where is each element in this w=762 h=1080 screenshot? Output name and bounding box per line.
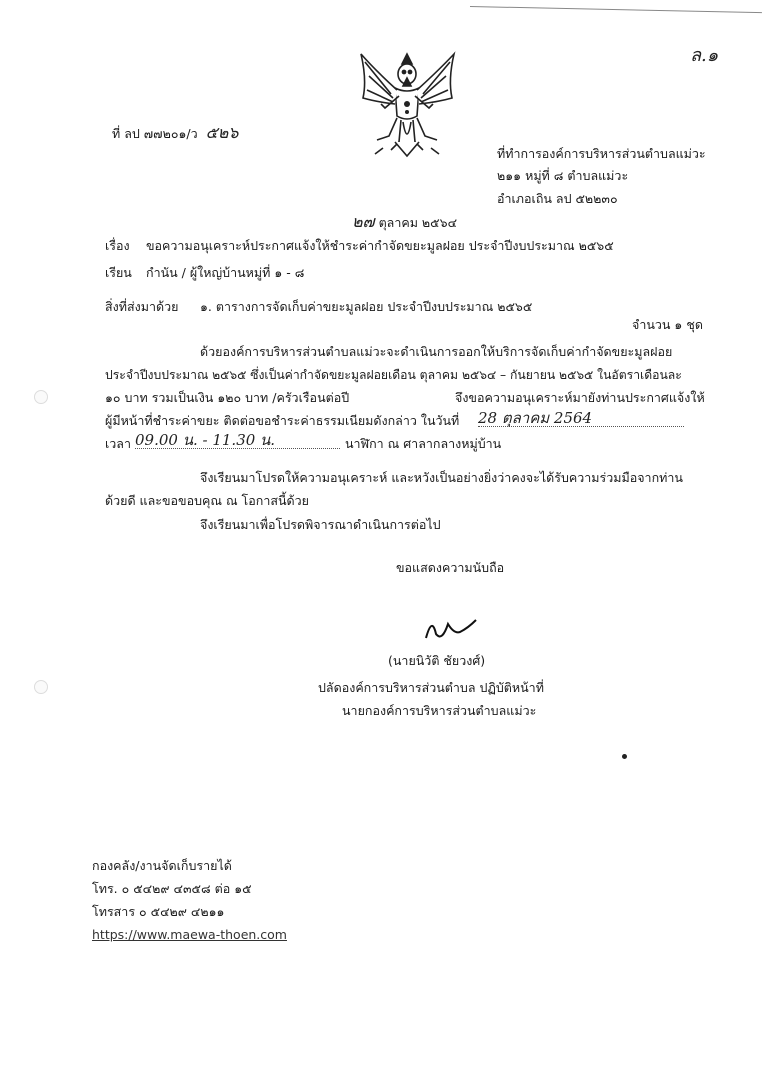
date-month-year: ตุลาคม ๒๕๖๔	[378, 215, 458, 230]
letter-date	[352, 214, 457, 231]
signer-name: (นายนิวัติ ชัยวงศ์)	[388, 653, 486, 668]
body-p1-line4: ผู้มีหน้าที่ชำระค่าขยะ ติดต่อขอชำระค่าธรรมเนียมดังกล่าว ในวันที่	[105, 413, 460, 428]
signer-title1: ปลัดองค์การบริหารส่วนตำบล ปฏิบัติหน้าที่	[318, 680, 544, 695]
sender-address-line2: ๒๑๑ หมู่ที่ ๘ ตำบลแม่วะ	[497, 168, 629, 183]
doc-ref-prefix: ที่ ลป ๗๗๒๐๑/ว	[112, 126, 198, 141]
footer-fax: โทรสาร ๐ ๕๔๒๙ ๔๒๑๑	[92, 904, 225, 919]
payment-date-handwritten: 28 ตุลาคม 2564	[478, 410, 684, 427]
punch-hole-lower	[34, 680, 48, 694]
enclosure-label: สิ่งที่ส่งมาด้วย	[105, 299, 179, 314]
body-p1-line2: ประจำปีงบประมาณ ๒๕๖๕ ซึ่งเป็นค่ากำจัดขยะมูลฝอยเดือน ตุลาคม ๒๕๖๔ – กันยายน ๒๕๖๕ ในอัตราเดือนละ	[105, 368, 682, 382]
enclosure-text: ๑. ตารางการจัดเก็บค่าขยะมูลฝอย ประจำปีงบประมาณ ๒๕๖๕	[200, 299, 533, 314]
recipient-text: กำนัน / ผู้ใหญ่บ้านหมู่ที่ ๑ - ๘	[146, 265, 305, 280]
footer-department: กองคลัง/งานจัดเก็บรายได้	[92, 858, 232, 873]
body-p1-line1: ด้วยองค์การบริหารส่วนตำบลแม่วะจะดำเนินการออกให้บริการจัดเก็บค่ากำจัดขยะมูลฝอย	[200, 344, 673, 359]
doc-ref-number: ๕๒๖	[205, 123, 239, 142]
body-p1-line3a: ๑๐ บาท รวมเป็นเงิน ๑๒๐ บาท /ครัวเรือนต่อปี	[105, 390, 350, 405]
garuda-emblem	[355, 50, 460, 160]
closing-text: ขอแสดงความนับถือ	[396, 560, 505, 575]
body-p1-line5-prefix: เวลา	[105, 436, 131, 451]
punch-hole-upper	[34, 390, 48, 404]
body-p1-line5-suffix: นาฬิกา ณ ศาลากลางหมู่บ้าน	[345, 436, 502, 451]
sender-address-line3: อำเภอเถิน ลป ๕๒๒๓๐	[497, 191, 618, 206]
date-day: ๒๗	[352, 212, 375, 231]
subject-text: ขอความอนุเคราะห์ประกาศแจ้งให้ชำระค่ากำจัดขยะมูลฝอย ประจำปีงบประมาณ ๒๕๖๕	[146, 238, 614, 253]
signer-title2: นายกองค์การบริหารส่วนตำบลแม่วะ	[342, 703, 537, 718]
signature	[420, 608, 480, 644]
footer-telephone: โทร. ๐ ๕๔๒๙ ๔๓๕๘ ต่อ ๑๕	[92, 881, 252, 896]
ink-speck	[622, 754, 627, 759]
body-p1-line3b: จึงขอความอนุเคราะห์มายังท่านประกาศแจ้งให้	[455, 390, 705, 405]
enclosure-qty: จำนวน ๑ ชุด	[632, 317, 703, 332]
body-p2-line2: ด้วยดี และขอขอบคุณ ณ โอกาสนี้ด้วย	[105, 493, 309, 508]
sender-address-line1: ที่ทำการองค์การบริหารส่วนตำบลแม่วะ	[497, 146, 706, 161]
body-p2-line1: จึงเรียนมาโปรดให้ความอนุเคราะห์ และหวังเป็นอย่างยิ่งว่าคงจะได้รับความร่วมมือจากท่าน	[200, 470, 683, 485]
footer-website-link[interactable]: https://www.maewa-thoen.com	[92, 927, 287, 942]
recipient-label: เรียน	[105, 265, 132, 280]
payment-time-handwritten: 09.00 น. - 11.30 น.	[135, 432, 340, 449]
scan-edge-line	[470, 6, 762, 27]
page-number-mark: ล.๑	[690, 45, 719, 66]
subject-label: เรื่อง	[105, 238, 130, 253]
body-p3: จึงเรียนมาเพื่อโปรดพิจารณาดำเนินการต่อไป	[200, 517, 441, 532]
doc-reference	[112, 125, 238, 142]
